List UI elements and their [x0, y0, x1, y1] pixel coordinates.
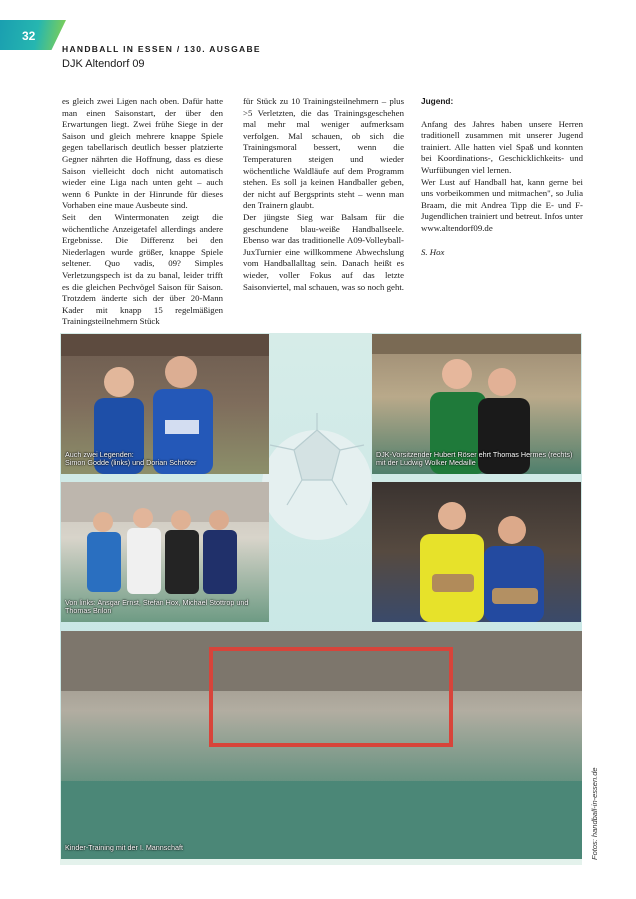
- photo-credit: Fotos: handball-in-essen.de: [590, 767, 599, 860]
- article-column-2: [243, 96, 404, 293]
- article-paragraph: Seit den Wintermonaten zeigt die wöchentliche Anzeigetafel allerdings andere Ergebnisse. Die Differenz bei den Niederlagen wurde größer, knappe Spiele seltener. Quo vadis, 09? Simples Verletzungspech ist da zu banal, leider trifft es die gleichen Pechvögel Saison für Saison. Trotzdem änderte sich der über 20-Mann Kader mit knapp 15 regelmäßigen Trainingsteilnehmern Stück: [62, 211, 223, 327]
- page-number: 32: [22, 29, 36, 43]
- photo-group-four: [61, 482, 269, 622]
- article-paragraph: Anfang des Jahres haben unsere Herren traditionell zusammen mit unserer Jugend trainiert. Alle hatten viel Spaß und konnten bei Koordinations-, Geschicklichkeits- und Wurfübungen viel lernen.: [421, 118, 583, 175]
- article-column-1: [62, 96, 223, 328]
- handball-graphic: [262, 405, 372, 565]
- photo-caption: Von links: Ansgar Ernst, Stefan Hox, Michael Stottrop und Thomas Brilon: [65, 597, 249, 616]
- article-paragraph: für Stück zu 10 Trainingsteilnehmern – plus >5 Verletzten, die das Trainingsgeschehen mal mehr mal weniger aufmerksam verfolgen. Mal schauen, ob sich die Trainingsmoral bessert, wenn die Temperaturen steigen und wieder wöchentliche Waldläufe auf dem Programm stehen. Es soll ja keinen Handballer geben, der nicht auf Bergsprints steht – wenn man den Trainern glaubt.: [243, 96, 404, 211]
- section-subheading: Jugend:: [421, 96, 454, 106]
- photo-legends: [61, 334, 269, 474]
- article-paragraph: Wer Lust auf Handball hat, kann gerne bei uns vorbeikommen und mitmachen", so Julia Braam, die mit Andrea Tipp die E- und F-Jugendlichen trainiert und betreut. Infos unter www.altendorf09.de: [421, 176, 583, 233]
- photo-medal: [372, 334, 581, 474]
- photo-image: [372, 482, 581, 622]
- photo-caption: Kinder-Training mit der I. Mannschaft: [65, 843, 183, 853]
- photo-caption: DJK-Vorsitzender Hubert Röser ehrt Thomas Hermes (rechts) mit der Ludwig Wolker Medaille: [376, 449, 573, 468]
- photo-players-gifts: [372, 482, 581, 622]
- article-column-3: [421, 96, 583, 258]
- article-paragraph: es gleich zwei Ligen nach oben. Dafür hatte man einen Saisonstart, der über den Erwartungen liegt. Zwei frühe Siege in der Saison und gleich mehrere knappe Spiele gegen tabellarisch deutlich besser platzierte Gegner nährten die Hoffnung, dass es diese Saison vielleicht doch nicht automatisch wieder eine Liga nach unten geht – auch wenn 6 Punkte in der Hinrunde für dieses Vorhaben eine maue Ausbeute sind.: [62, 96, 223, 211]
- photo-image: [61, 631, 582, 859]
- photo-kids-training: [61, 631, 582, 859]
- section-title: DJK Altendorf 09: [62, 58, 145, 70]
- author-signature: S. Hox: [421, 246, 445, 257]
- header-kicker: HANDBALL IN ESSEN / 130. AUSGABE: [62, 44, 261, 54]
- article-paragraph: Der jüngste Sieg war Balsam für die geschundene blau-weiße Handballseele. Ebenso war das traditionelle A09-Volleyball-JuxTurnier eine willkommene Abwechslung vom Handballalltag sein. Danach heißt es wieder, voller Fokus auf das letzte Saisonviertel, mal schauen, was so noch geht.: [243, 211, 404, 292]
- photo-caption: Auch zwei Legenden: Simon Godde (links) und Dorian Schröter: [65, 449, 197, 468]
